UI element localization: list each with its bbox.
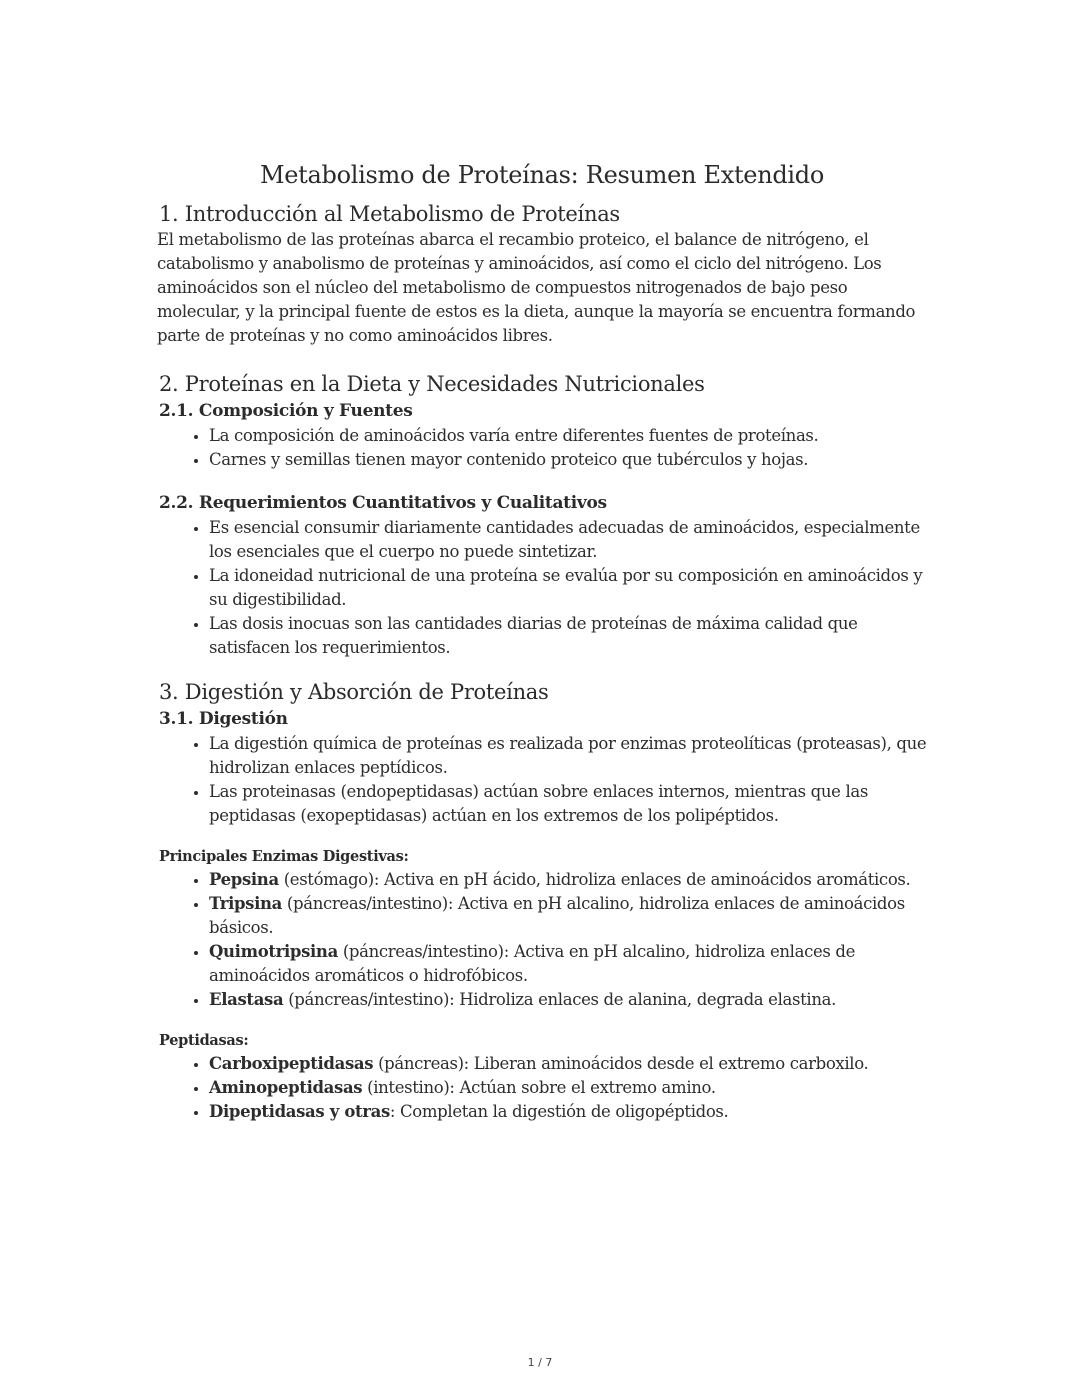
list-item: • Carnes y semillas tienen mayor contenido proteico que tubérculos y hojas.: [209, 448, 927, 472]
section-2-heading: 2. Proteínas en la Dieta y Necesidades Nutricionales: [159, 372, 705, 396]
peptidase-desc: (páncreas): Liberan aminoácidos desde el extremo carboxilo.: [373, 1054, 869, 1073]
enzyme-term: Elastasa: [209, 990, 284, 1009]
subsection-2-1-heading: 2.1. Composición y Fuentes: [159, 401, 413, 421]
subsection-2-2-list: [157, 516, 927, 660]
enzyme-desc: (páncreas/intestino): Hidroliza enlaces de alanina, degrada elastina.: [283, 990, 836, 1009]
enzyme-term: Pepsina: [209, 870, 279, 889]
enzymes-list: [157, 868, 927, 1012]
peptidase-item: [209, 1100, 927, 1124]
enzyme-desc: (páncreas/intestino): Activa en pH alcalino, hidroliza enlaces de aminoácidos básicos.: [209, 894, 905, 937]
enzyme-term: Quimotripsina: [209, 942, 338, 961]
section-1-paragraph: El metabolismo de las proteínas abarca el recambio proteico, el balance de nitrógeno, el catabolismo y anabolismo de proteínas y aminoácidos, así como el ciclo del nitrógeno. Los aminoácidos son el núcleo del metabolismo de compuestos nitrogenados de bajo peso molecular, y la principal fuente de estos es la dieta, aunque la mayoría se encuentra formando parte de proteínas y no como aminoácidos libres.: [157, 230, 916, 345]
document-title: Metabolismo de Proteínas: Resumen Extendido: [259, 161, 825, 189]
peptidase-item: [209, 1052, 927, 1076]
list-item: • La idoneidad nutricional de una proteína se evalúa por su composición en aminoácidos y su digestibilidad.: [209, 564, 927, 612]
peptidase-item: [209, 1076, 927, 1100]
enzyme-item: [209, 892, 927, 940]
page-number: 1 / 7: [527, 1356, 553, 1369]
subsection-3-1-heading: 3.1. Digestión: [159, 709, 288, 729]
enzyme-item: [209, 940, 927, 988]
subsection-2-2-heading: 2.2. Requerimientos Cuantitativos y Cualitativos: [159, 493, 607, 513]
section-3-heading: 3. Digestión y Absorción de Proteínas: [159, 680, 549, 704]
peptidase-term: Carboxipeptidasas: [209, 1054, 374, 1073]
peptidase-desc: (intestino): Actúan sobre el extremo amino.: [362, 1078, 716, 1097]
peptidases-list: [157, 1052, 927, 1124]
enzymes-heading: Principales Enzimas Digestivas:: [159, 848, 409, 865]
list-item: • Es esencial consumir diariamente cantidades adecuadas de aminoácidos, especialmente los esenciales que el cuerpo no puede sintetizar.: [209, 516, 927, 564]
document-page: [157, 158, 927, 1124]
enzyme-term: Tripsina: [209, 894, 283, 913]
list-item: • Las dosis inocuas son las cantidades diarias de proteínas de máxima calidad que satisfacen los requerimientos.: [209, 612, 927, 660]
enzyme-item: [209, 988, 927, 1012]
subsection-3-1-list: [157, 732, 927, 828]
list-item: • La digestión química de proteínas es realizada por enzimas proteolíticas (proteasas), que hidrolizan enlaces peptídicos.: [209, 732, 927, 780]
peptidase-desc: : Completan la digestión de oligopéptidos.: [389, 1102, 729, 1121]
subsection-2-1-list: [157, 424, 927, 472]
peptidases-heading: Peptidasas:: [159, 1032, 249, 1049]
enzyme-item: [209, 868, 927, 892]
enzyme-desc: (estómago): Activa en pH ácido, hidroliza enlaces de aminoácidos aromáticos.: [278, 870, 911, 889]
list-item: • Las proteinasas (endopeptidasas) actúan sobre enlaces internos, mientras que las peptidasas (exopeptidasas) actúan en los extremos de los polipéptidos.: [209, 780, 927, 828]
enzyme-desc: (páncreas/intestino): Activa en pH alcalino, hidroliza enlaces de aminoácidos aromáticos o hidrofóbicos.: [209, 942, 856, 985]
list-item: • La composición de aminoácidos varía entre diferentes fuentes de proteínas.: [209, 424, 927, 448]
section-1-heading: 1. Introducción al Metabolismo de Proteínas: [159, 202, 620, 226]
peptidase-term: Aminopeptidasas: [209, 1078, 363, 1097]
peptidase-term: Dipeptidasas y otras: [209, 1102, 390, 1121]
